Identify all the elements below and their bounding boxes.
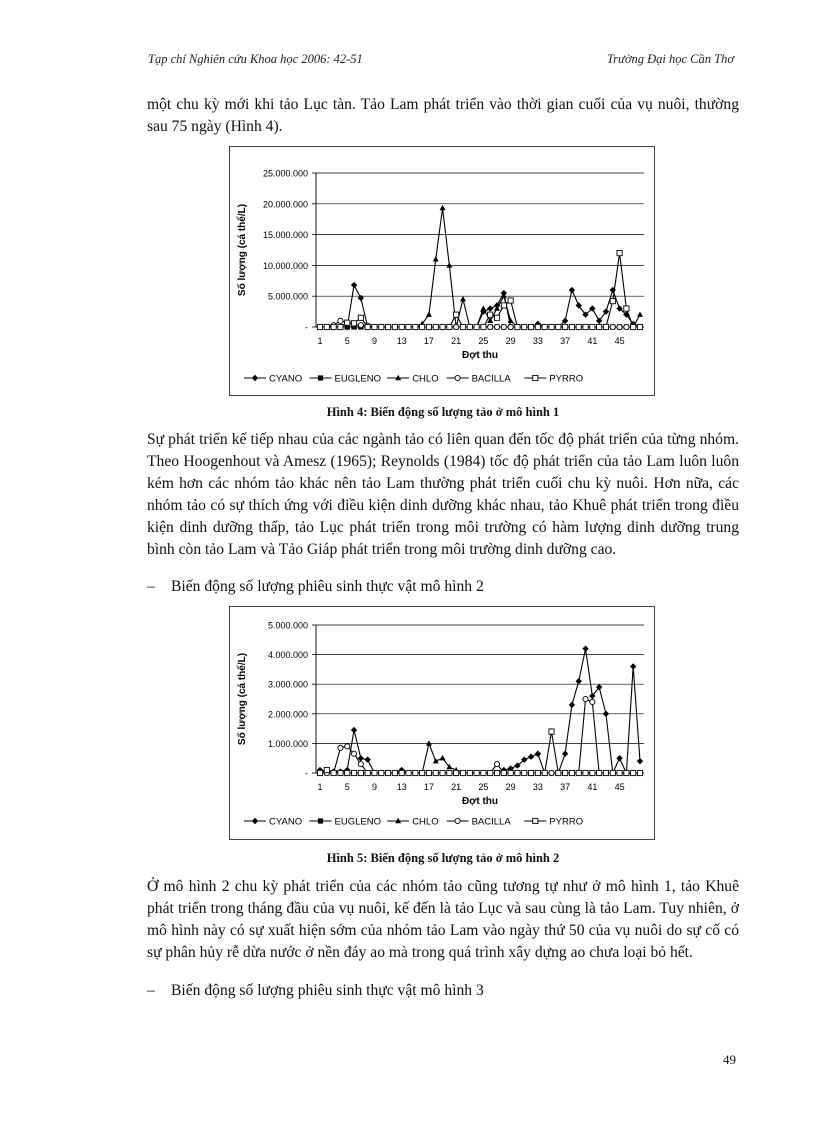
data-point-pyrro <box>597 324 602 329</box>
data-point-bacilla <box>590 699 595 704</box>
data-point-pyrro <box>603 324 608 329</box>
legend-marker-cyano <box>252 375 258 381</box>
figure-4-chart <box>229 146 655 396</box>
data-point-bacilla <box>624 324 629 329</box>
x-axis-label: Đợt thu <box>462 350 498 361</box>
paragraph-1: một chu kỳ mới khi tảo Lục tàn. Tảo Lam phát triển vào thời gian cuối của vụ nuôi, thường sau 75 ngày (Hình 4). <box>147 96 739 135</box>
data-point-pyrro <box>508 298 513 303</box>
data-point-cyano <box>616 755 622 761</box>
x-tick-label: 45 <box>614 782 625 792</box>
data-point-pyrro <box>569 770 574 775</box>
data-point-cyano <box>576 678 582 684</box>
data-point-cyano <box>535 751 541 757</box>
x-tick-label: 1 <box>317 782 323 792</box>
data-point-pyrro <box>420 770 425 775</box>
legend-marker-eugleno <box>318 818 323 823</box>
data-point-pyrro <box>624 770 629 775</box>
series-line-pyrro <box>320 253 640 327</box>
data-point-pyrro <box>528 770 533 775</box>
data-point-pyrro <box>576 324 581 329</box>
data-point-pyrro <box>576 770 581 775</box>
data-point-pyrro <box>385 324 390 329</box>
y-tick-label: - <box>305 322 308 333</box>
data-point-cyano <box>569 702 575 708</box>
data-point-bacilla <box>488 324 493 329</box>
data-point-pyrro <box>549 324 554 329</box>
x-tick-label: 9 <box>371 336 377 346</box>
y-tick-label: 5.000.000 <box>267 291 308 302</box>
university-header: Trường Đại học Cần Thơ <box>606 52 734 66</box>
data-point-pyrro <box>522 324 527 329</box>
data-point-cyano <box>569 287 575 293</box>
data-point-cyano <box>487 305 493 311</box>
data-point-pyrro <box>392 324 397 329</box>
y-tick-label: 20.000.000 <box>262 199 308 210</box>
legend-marker-cyano <box>252 818 258 824</box>
data-point-pyrro <box>440 324 445 329</box>
legend-label-bacilla: BACILLA <box>471 816 511 828</box>
data-point-pyrro <box>324 767 329 772</box>
x-tick-label: 37 <box>560 336 571 346</box>
data-point-pyrro <box>535 770 540 775</box>
y-tick-label: 25.000.000 <box>262 168 308 179</box>
data-point-pyrro <box>637 770 642 775</box>
data-point-bacilla <box>358 762 363 767</box>
data-point-cyano <box>351 282 357 288</box>
data-point-pyrro <box>426 324 431 329</box>
x-tick-label: 17 <box>423 336 434 346</box>
y-axis-label: Số lượng (cá thể/L) <box>237 203 248 297</box>
data-point-cyano <box>603 711 609 717</box>
paragraph-3: Ở mô hình 2 chu kỳ phát triển của các nhóm tảo cũng tương tự như ở mô hình 1, tảo Khuê phát triển trong tháng đầu của vụ nuôi, kế đến là tảo Lục và sau cùng là tảo Lam. Tuy nhiên, ở mô hình này có sự xuất hiện sớm của nhóm tảo Lam vào ngày thứ 50 của vụ nuôi do sự cố có sự phân hủy rễ dừa nước ở nền đáy ao mà trong quá trình xây dựng ao chưa loại bỏ hết. <box>147 878 739 961</box>
legend-label-chlo: CHLO <box>412 373 439 385</box>
data-point-bacilla <box>351 751 356 756</box>
data-point-pyrro <box>522 770 527 775</box>
data-point-pyrro <box>488 770 493 775</box>
data-point-pyrro <box>515 770 520 775</box>
data-point-pyrro <box>460 770 465 775</box>
legend-marker-eugleno <box>318 375 323 380</box>
data-point-pyrro <box>331 324 336 329</box>
data-point-bacilla <box>338 318 343 323</box>
y-tick-label: 1.000.000 <box>267 738 308 749</box>
x-tick-label: 13 <box>396 336 407 346</box>
legend-label-eugleno: EUGLENO <box>334 816 381 828</box>
data-point-pyrro <box>447 770 452 775</box>
data-point-pyrro <box>494 770 499 775</box>
data-point-pyrro <box>372 770 377 775</box>
data-point-pyrro <box>481 770 486 775</box>
data-point-pyrro <box>583 770 588 775</box>
data-point-cyano <box>637 758 643 764</box>
figure-5-caption: Hình 5: Biến động số lượng tảo ở mô hình 2 <box>326 851 560 865</box>
data-point-pyrro <box>440 770 445 775</box>
data-point-cyano <box>582 645 588 651</box>
data-point-chlo <box>460 296 466 301</box>
legend-label-eugleno: EUGLENO <box>334 373 381 385</box>
data-point-pyrro <box>610 299 615 304</box>
y-axis-label: Số lượng (cá thể/L) <box>237 652 248 746</box>
data-point-pyrro <box>317 324 322 329</box>
x-tick-label: 29 <box>505 336 516 346</box>
data-point-pyrro <box>631 770 636 775</box>
data-point-pyrro <box>501 770 506 775</box>
legend-label-pyrro: PYRRO <box>549 816 584 828</box>
x-tick-label: 45 <box>614 336 625 346</box>
legend-label-cyano: CYANO <box>269 373 303 385</box>
data-point-pyrro <box>481 324 486 329</box>
data-point-bacilla <box>494 762 499 767</box>
legend-label-cyano: CYANO <box>269 816 303 828</box>
series-cyano <box>317 645 643 776</box>
data-point-pyrro <box>351 321 356 326</box>
data-point-pyrro <box>631 324 636 329</box>
x-tick-label: 25 <box>478 336 489 346</box>
data-point-pyrro <box>317 770 322 775</box>
bullet-item-model-2 <box>147 576 484 598</box>
data-point-chlo <box>637 311 643 316</box>
y-tick-label: 3.000.000 <box>267 679 308 690</box>
x-tick-label: 21 <box>451 782 462 792</box>
data-point-pyrro <box>331 770 336 775</box>
data-point-pyrro <box>597 770 602 775</box>
data-point-pyrro <box>535 324 540 329</box>
data-point-pyrro <box>617 770 622 775</box>
data-point-pyrro <box>413 324 418 329</box>
figure-5-chart <box>229 606 655 840</box>
data-point-pyrro <box>338 770 343 775</box>
data-point-pyrro <box>460 324 465 329</box>
bullet-text: Biến động số lượng phiêu sinh thực vật mô hình 2 <box>171 578 484 595</box>
x-tick-label: 17 <box>423 782 434 792</box>
data-point-pyrro <box>365 770 370 775</box>
legend-label-pyrro: PYRRO <box>549 373 584 385</box>
data-point-pyrro <box>556 770 561 775</box>
data-point-pyrro <box>338 324 343 329</box>
data-point-pyrro <box>399 324 404 329</box>
series-bacilla <box>317 696 642 775</box>
data-point-bacilla <box>610 324 615 329</box>
x-tick-label: 25 <box>478 782 489 792</box>
data-point-pyrro <box>583 324 588 329</box>
data-point-pyrro <box>345 770 350 775</box>
data-point-pyrro <box>358 770 363 775</box>
data-point-cyano <box>358 295 364 301</box>
data-point-chlo <box>426 740 432 745</box>
x-tick-label: 37 <box>560 782 571 792</box>
data-point-bacilla <box>494 324 499 329</box>
data-point-pyrro <box>406 770 411 775</box>
bullet-dash: – <box>147 578 155 595</box>
data-point-pyrro <box>392 770 397 775</box>
data-point-pyrro <box>345 320 350 325</box>
data-point-pyrro <box>528 324 533 329</box>
data-point-pyrro <box>406 324 411 329</box>
x-tick-label: 33 <box>532 336 543 346</box>
x-tick-label: 41 <box>587 336 598 346</box>
data-point-bacilla <box>549 770 554 775</box>
data-point-pyrro <box>467 770 472 775</box>
data-point-pyrro <box>590 770 595 775</box>
x-tick-label: 29 <box>505 782 516 792</box>
legend <box>244 817 583 828</box>
figure-5-svg <box>230 607 656 841</box>
x-tick-label: 9 <box>371 782 377 792</box>
legend-label-bacilla: BACILLA <box>471 373 511 385</box>
data-point-pyrro <box>563 324 568 329</box>
series-line-pyrro <box>320 732 640 773</box>
data-point-pyrro <box>351 770 356 775</box>
data-point-pyrro <box>624 306 629 311</box>
data-point-pyrro <box>358 315 363 320</box>
data-point-pyrro <box>474 324 479 329</box>
x-tick-label: 5 <box>344 782 350 792</box>
data-point-chlo <box>440 755 446 760</box>
series-chlo <box>317 205 643 329</box>
data-point-pyrro <box>454 770 459 775</box>
data-point-pyrro <box>447 324 452 329</box>
figure-4-caption: Hình 4: Biến động số lượng tảo ở mô hình 1 <box>326 405 560 419</box>
data-point-bacilla <box>345 744 350 749</box>
x-tick-label: 33 <box>532 782 543 792</box>
data-point-pyrro <box>494 315 499 320</box>
data-point-bacilla <box>358 323 363 328</box>
y-tick-label: 4.000.000 <box>267 650 308 661</box>
page-number: 49 <box>723 1052 736 1067</box>
data-point-pyrro <box>488 312 493 317</box>
y-tick-label: 10.000.000 <box>262 260 308 271</box>
legend-marker-bacilla <box>455 818 460 823</box>
data-point-pyrro <box>508 770 513 775</box>
data-point-chlo <box>433 256 439 261</box>
data-point-cyano <box>364 756 370 762</box>
data-point-pyrro <box>372 324 377 329</box>
data-point-pyrro <box>379 770 384 775</box>
data-point-pyrro <box>433 324 438 329</box>
x-tick-label: 21 <box>451 336 462 346</box>
x-tick-label: 41 <box>587 782 598 792</box>
y-tick-label: 5.000.000 <box>267 620 308 631</box>
bullet-dash: – <box>147 982 155 999</box>
data-point-pyrro <box>542 324 547 329</box>
data-point-pyrro <box>556 324 561 329</box>
data-point-chlo <box>426 311 432 316</box>
data-point-pyrro <box>420 324 425 329</box>
journal-header: Tạp chí Nghiên cứu Khoa học 2006: 42-51 <box>148 52 363 66</box>
data-point-pyrro <box>474 770 479 775</box>
data-point-pyrro <box>365 324 370 329</box>
data-point-chlo <box>446 262 452 267</box>
x-tick-label: 13 <box>396 782 407 792</box>
data-point-pyrro <box>610 770 615 775</box>
data-point-pyrro <box>413 770 418 775</box>
data-point-pyrro <box>379 324 384 329</box>
paragraph-2: Sự phát triển kế tiếp nhau của các ngành tảo có liên quan đến tốc độ phát triển của từng nhóm. Theo Hoogenhout và Amesz (1965); Reynolds (1984) tốc độ phát triển của tảo Lam luôn luôn kém hơn các nhóm tảo khác nên tảo Lam thường phát triển cuối chu kỳ nuôi. Hơn nữa, các nhóm tảo có sự thích ứng với điều kiện dinh dưỡng khác nhau, tảo Khuê phát triển trong điều kiện dinh dưỡng thấp, tảo Lục phát triển trong môi trường có hàm lượng dinh dưỡng trung bình còn tảo Lam và Tảo Giáp phát triển trong môi trường dinh dưỡng cao. <box>147 431 739 558</box>
series-cyano <box>317 282 643 330</box>
y-tick-label: 15.000.000 <box>262 230 308 241</box>
data-point-pyrro <box>542 770 547 775</box>
data-point-cyano <box>630 663 636 669</box>
data-point-pyrro <box>637 324 642 329</box>
legend-marker-pyrro <box>533 818 538 823</box>
data-point-cyano <box>562 751 568 757</box>
data-point-pyrro <box>501 303 506 308</box>
data-point-pyrro <box>324 324 329 329</box>
data-point-pyrro <box>426 770 431 775</box>
data-point-pyrro <box>563 770 568 775</box>
data-point-cyano <box>351 727 357 733</box>
figure-4-svg <box>230 147 656 397</box>
data-point-chlo <box>440 205 446 210</box>
data-point-pyrro <box>549 729 554 734</box>
data-point-pyrro <box>433 770 438 775</box>
data-point-bacilla <box>583 696 588 701</box>
data-point-bacilla <box>501 324 506 329</box>
bullet-item-model-3 <box>147 980 484 1002</box>
legend-label-chlo: CHLO <box>412 816 439 828</box>
data-point-pyrro <box>454 312 459 317</box>
data-point-pyrro <box>385 770 390 775</box>
series-line-cyano <box>320 649 640 773</box>
data-point-pyrro <box>617 250 622 255</box>
y-tick-label: - <box>305 768 308 779</box>
y-tick-label: 2.000.000 <box>267 709 308 720</box>
data-point-cyano <box>528 754 534 760</box>
series-pyrro <box>317 729 642 776</box>
x-tick-label: 1 <box>317 336 323 346</box>
data-point-pyrro <box>569 324 574 329</box>
legend-marker-pyrro <box>533 375 538 380</box>
data-point-pyrro <box>603 770 608 775</box>
data-point-pyrro <box>590 324 595 329</box>
data-point-bacilla <box>508 324 513 329</box>
data-point-chlo <box>480 305 486 310</box>
data-point-pyrro <box>399 770 404 775</box>
bullet-text: Biến động số lượng phiêu sinh thực vật mô hình 3 <box>171 982 484 999</box>
legend <box>244 374 583 385</box>
data-point-bacilla <box>338 745 343 750</box>
data-point-bacilla <box>617 324 622 329</box>
x-axis-label: Đợt thu <box>462 796 498 807</box>
data-point-bacilla <box>454 324 459 329</box>
legend-marker-bacilla <box>455 375 460 380</box>
data-point-pyrro <box>515 324 520 329</box>
x-tick-label: 5 <box>344 336 350 346</box>
data-point-pyrro <box>467 324 472 329</box>
